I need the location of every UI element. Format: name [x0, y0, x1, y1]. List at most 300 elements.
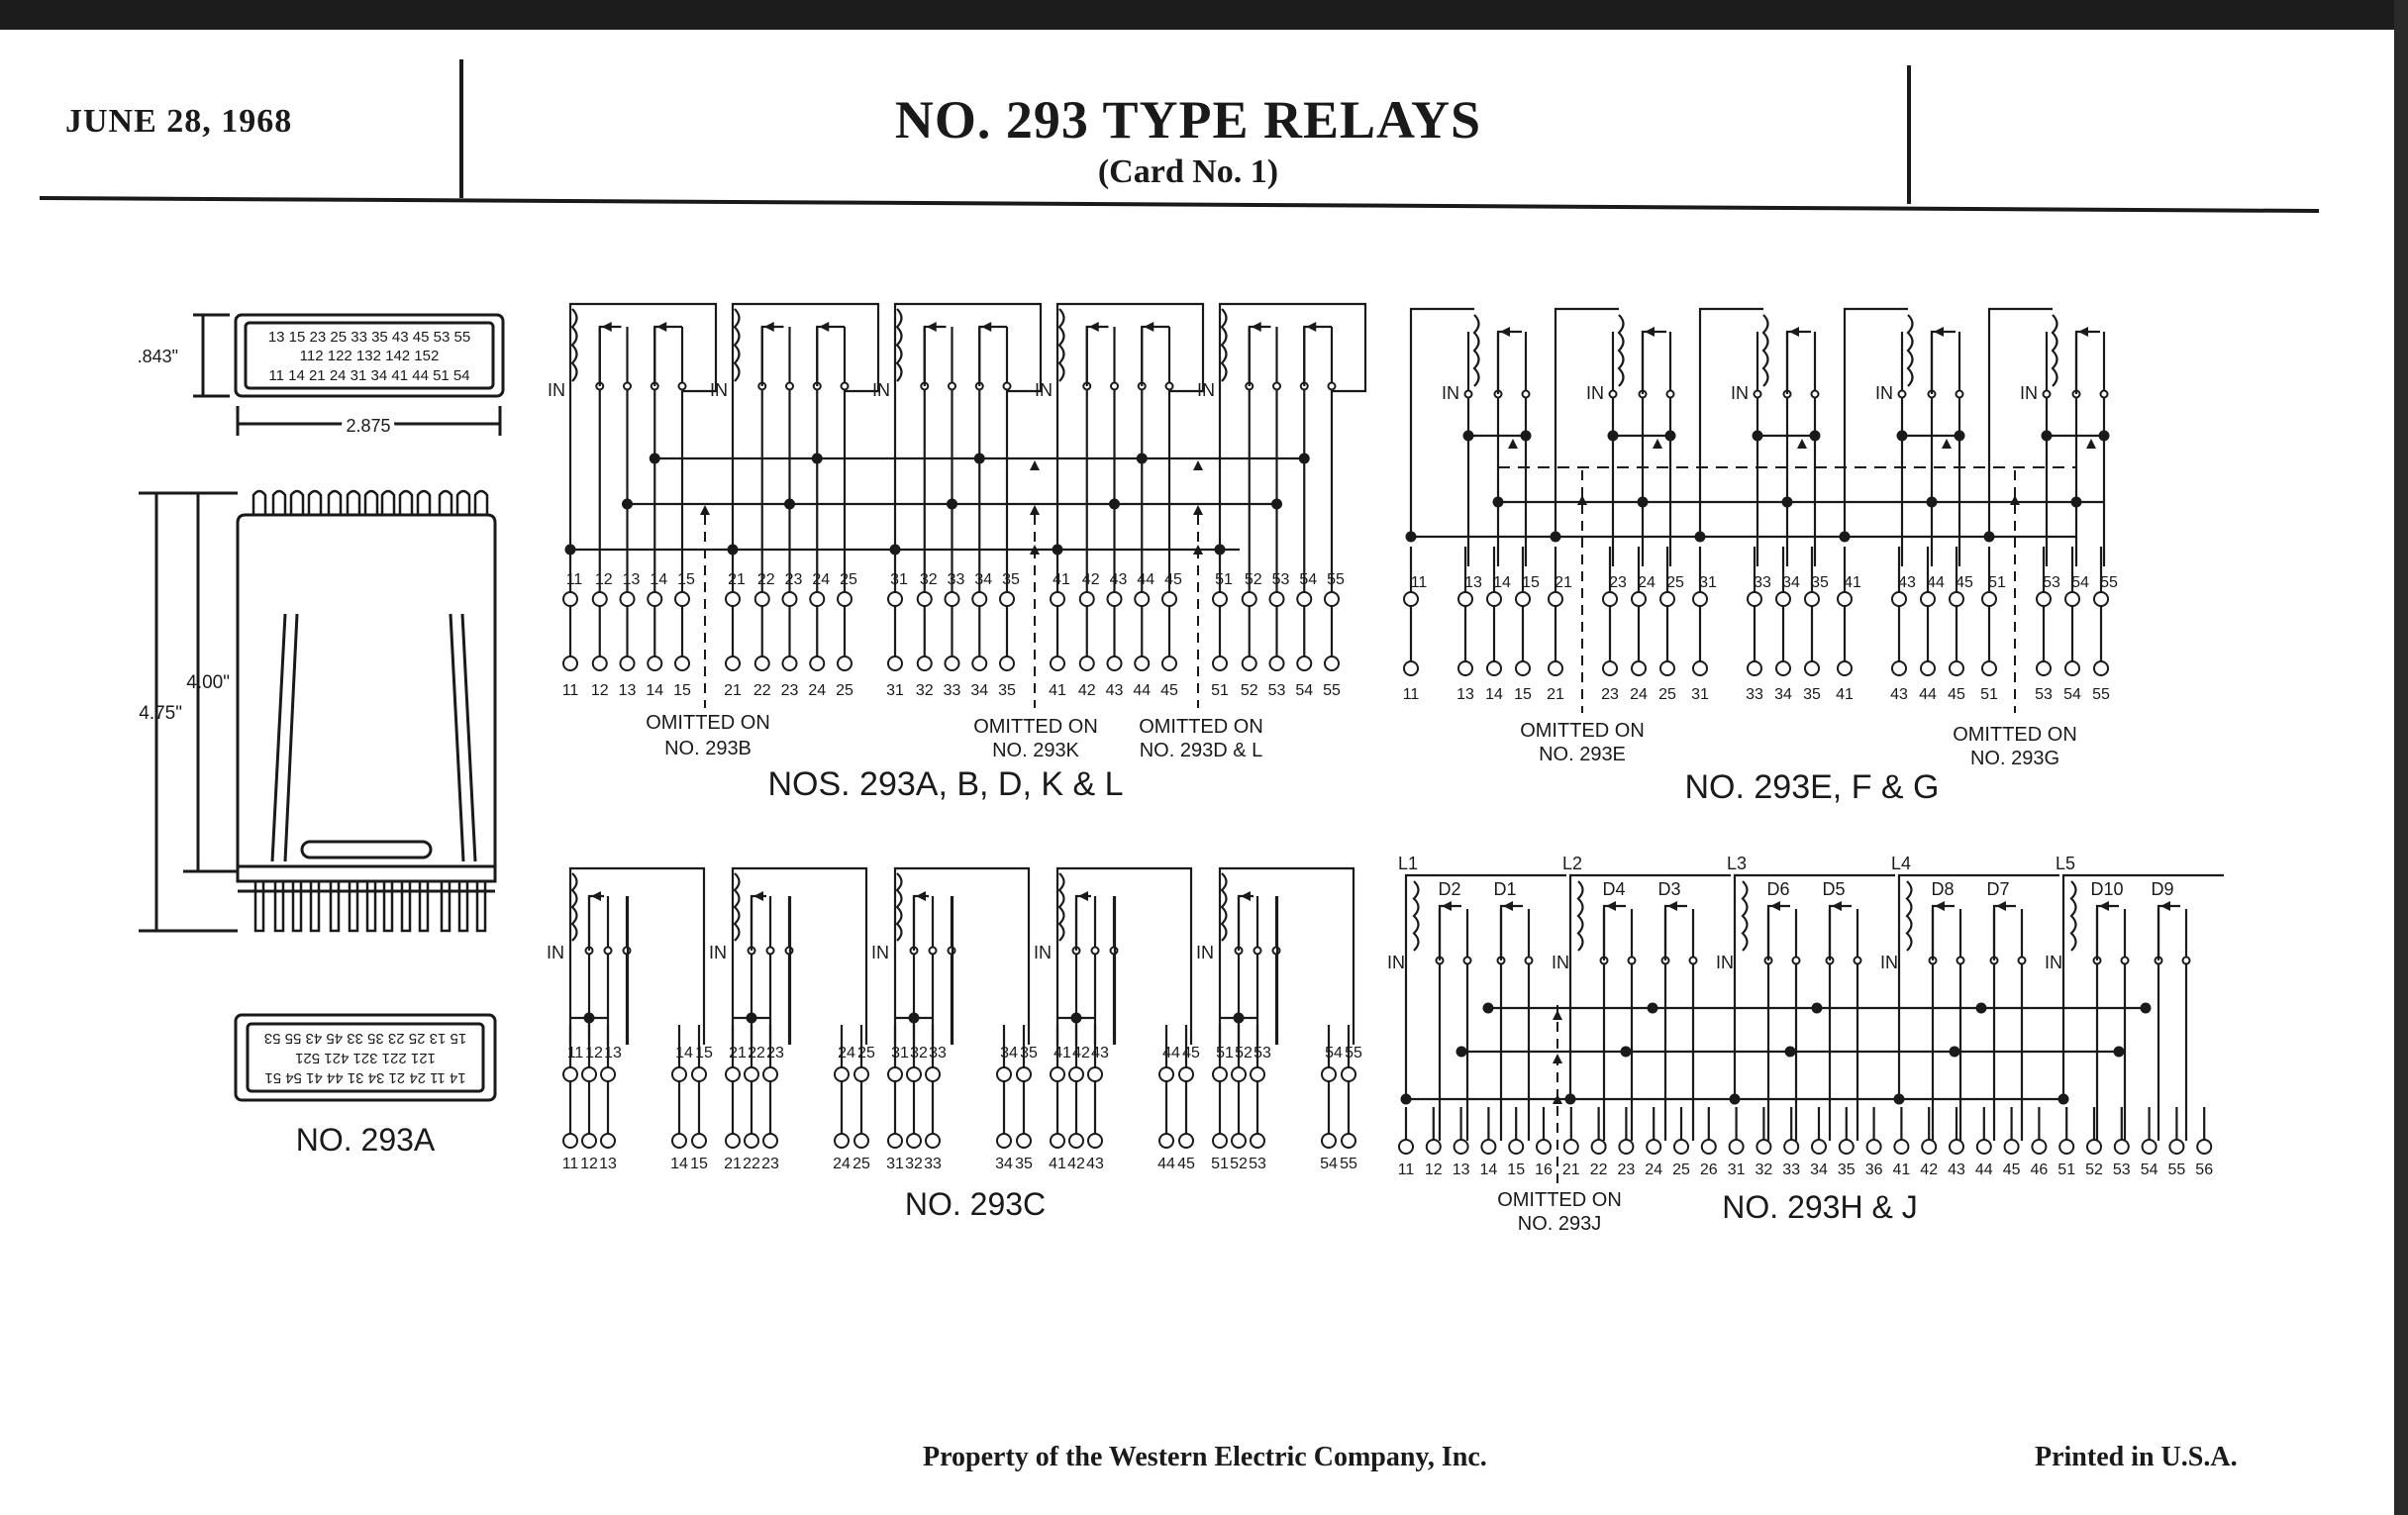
- terminal-mid: [1516, 592, 1530, 606]
- junction-dot: [1897, 431, 1908, 442]
- top-terminal-label: 55: [1345, 1045, 1362, 1061]
- coil-winding: [897, 873, 902, 941]
- contact-transfer: [762, 327, 784, 386]
- terminal-bottom: [1838, 661, 1852, 675]
- bottom-terminal-label: 31: [886, 1156, 904, 1172]
- actuator-arrow: [1577, 495, 1587, 505]
- coil-winding: [1414, 881, 1419, 951]
- bottom-terminal-label: 52: [1240, 682, 1258, 699]
- top-terminal-label: 51: [1988, 574, 2006, 591]
- contact-arrow: [981, 322, 991, 332]
- contact-transfer: [1250, 327, 1271, 386]
- terminal-bottom: [1455, 1140, 1468, 1154]
- bottom-terminal-label: 54: [2140, 1162, 2158, 1178]
- contact-transfer: [1643, 332, 1666, 394]
- bottom-terminal-label: 36: [1864, 1162, 1883, 1178]
- bottom-terminal-label: 35: [1015, 1156, 1033, 1172]
- bottom-terminal-label: 41: [1836, 686, 1854, 703]
- d2-title: NO. 293E, F & G: [1684, 768, 1940, 806]
- terminal-bottom: [755, 656, 769, 670]
- contact-transfer: [2158, 906, 2180, 960]
- coil-winding: [897, 309, 902, 381]
- junction-dot: [1810, 431, 1821, 442]
- terminal-bottom: [1921, 661, 1935, 675]
- terminal-bottom: [1748, 661, 1761, 675]
- top-terminal-label: 33: [929, 1045, 947, 1061]
- terminal-mid: [1603, 592, 1617, 606]
- junction-dot: [1521, 431, 1532, 442]
- diagram-293h-j: [1387, 854, 2224, 1188]
- terminal-mid: [1270, 592, 1284, 606]
- terminal-bottom: [1867, 1140, 1881, 1154]
- bottom-terminal-label: 12: [1424, 1162, 1443, 1178]
- top-terminal-label: 14: [650, 571, 668, 588]
- top-terminal-label: 11: [565, 571, 583, 588]
- top-lug: [273, 491, 285, 515]
- bottom-terminal-label: 31: [1691, 686, 1709, 703]
- actuator-arrow: [1193, 505, 1203, 515]
- top-terminal-label: 13: [1464, 574, 1482, 591]
- coil-label: L5: [2055, 854, 2076, 873]
- terminal-bottom: [1017, 1134, 1031, 1148]
- in-label: IN: [1880, 953, 1898, 972]
- terminal-bottom: [1592, 1140, 1606, 1154]
- top-view-row-1: 13 15 23 25 33 35 43 45 53 55: [267, 329, 471, 346]
- bottom-terminal-label: 25: [1672, 1162, 1690, 1178]
- bottom-pin: [420, 881, 428, 931]
- terminal-mid: [745, 1067, 758, 1081]
- in-label: IN: [1034, 943, 1052, 962]
- bottom-terminal-label: 44: [1919, 686, 1937, 703]
- bottom-terminal-label: 21: [1547, 686, 1564, 703]
- contact-transfer: [1933, 906, 1955, 960]
- terminal-bottom: [1427, 1140, 1441, 1154]
- actuator-arrow: [2010, 495, 2020, 505]
- terminal-bottom: [1756, 1140, 1770, 1154]
- terminal-bottom: [1632, 661, 1646, 675]
- contact-transfer: [1142, 327, 1169, 386]
- contact-point: [2122, 958, 2129, 964]
- contact-point: [1273, 383, 1280, 390]
- top-lug: [291, 491, 303, 515]
- terminal-mid: [907, 1067, 921, 1081]
- terminal-mid: [763, 1067, 777, 1081]
- contact-arrow: [1089, 322, 1099, 332]
- bottom-terminal-label: 44: [1974, 1162, 1993, 1178]
- terminal-mid: [601, 1067, 615, 1081]
- bottom-pin: [275, 881, 283, 931]
- top-terminal-label: 44: [1137, 571, 1155, 588]
- actuator-arrow: [700, 505, 710, 515]
- bottom-pin: [255, 881, 263, 931]
- terminal-bottom: [1051, 656, 1064, 670]
- top-terminal-label: 13: [622, 571, 641, 588]
- bottom-terminal-label: 24: [808, 682, 827, 699]
- bottom-terminal-label: 45: [1948, 686, 1965, 703]
- top-terminal-label: 43: [1898, 574, 1916, 591]
- in-label: IN: [2020, 383, 2038, 403]
- top-lug: [457, 491, 469, 515]
- contact-transfer: [914, 896, 929, 951]
- bottom-view-row-3: 15 13 25 23 35 33 45 43 55 53: [263, 1030, 467, 1047]
- bottom-terminal-label: 12: [580, 1156, 598, 1172]
- terminal-bottom: [2115, 1140, 2129, 1154]
- bottom-terminal-label: 11: [1397, 1162, 1415, 1178]
- top-terminal-label: 41: [1054, 1045, 1071, 1061]
- terminal-mid: [1000, 592, 1014, 606]
- top-terminal-label: 34: [1000, 1045, 1018, 1061]
- top-terminal-label: 15: [695, 1045, 713, 1061]
- terminal-bottom: [888, 1134, 902, 1148]
- terminal-bottom: [972, 656, 986, 670]
- top-terminal-label: 52: [1244, 571, 1262, 588]
- bottom-view-row-1: 14 11 24 21 34 31 44 41 54 51: [264, 1069, 466, 1086]
- contact-point: [1690, 958, 1697, 964]
- actuator-arrow: [1653, 439, 1662, 449]
- in-label: IN: [872, 380, 890, 400]
- relay-outline: [139, 315, 503, 1100]
- relay-frame: [1570, 875, 1731, 1099]
- terminal-bottom: [726, 656, 740, 670]
- contact-transfer: [1440, 906, 1461, 960]
- top-terminal-label: 51: [1216, 1045, 1234, 1061]
- terminal-bottom: [1537, 1140, 1551, 1154]
- top-terminal-label: 14: [675, 1045, 693, 1061]
- diode-label: D8: [1931, 879, 1955, 899]
- contact-transfer: [1076, 896, 1091, 951]
- bottom-terminal-label: 25: [836, 682, 853, 699]
- terminal-bottom: [1950, 1140, 1963, 1154]
- top-terminal-label: 22: [756, 571, 775, 588]
- contact-arrow: [819, 322, 829, 332]
- terminal-bottom: [1159, 1134, 1173, 1148]
- terminal-mid: [926, 1067, 940, 1081]
- relay-frame: [1899, 875, 2059, 1099]
- top-terminal-label: 44: [1927, 574, 1945, 591]
- top-view-row-2: 112 122 132 142 152: [299, 348, 440, 364]
- bottom-terminal-label: 32: [1755, 1162, 1773, 1178]
- top-terminal-label: 54: [1325, 1045, 1343, 1061]
- top-terminal-label: 42: [1081, 571, 1100, 588]
- side-view-slot: [302, 842, 431, 858]
- top-view-row-3: 11 14 21 24 31 34 41 44 51 54: [268, 367, 470, 384]
- in-label: IN: [709, 943, 727, 962]
- actuator-arrow: [2086, 439, 2096, 449]
- in-label: IN: [1875, 383, 1893, 403]
- bottom-terminal-label: 55: [1323, 682, 1341, 699]
- contact-arrow: [927, 322, 937, 332]
- bottom-terminal-label: 56: [2195, 1162, 2214, 1178]
- bottom-terminal-label: 45: [2002, 1162, 2021, 1178]
- terminal-bottom: [726, 1134, 740, 1148]
- terminal-mid: [1487, 592, 1501, 606]
- top-terminal-label: 55: [2100, 574, 2118, 591]
- actuator-arrow: [1942, 439, 1952, 449]
- junction-dot: [909, 1013, 920, 1024]
- top-lug: [365, 491, 377, 515]
- contact-arrow: [602, 322, 612, 332]
- terminal-mid: [672, 1067, 686, 1081]
- terminal-mid: [854, 1067, 868, 1081]
- top-terminal-label: 11: [1410, 574, 1428, 591]
- terminal-mid: [1051, 1067, 1064, 1081]
- bottom-terminal-label: 15: [673, 682, 691, 699]
- terminal-mid: [1135, 592, 1149, 606]
- d2-note-1a: OMITTED ON: [1520, 720, 1645, 742]
- terminal-bottom: [763, 1134, 777, 1148]
- bottom-pin: [331, 881, 339, 931]
- terminal-bottom: [1693, 661, 1707, 675]
- contact-transfer: [1787, 332, 1811, 394]
- bottom-terminal-label: 13: [1456, 686, 1474, 703]
- terminal-bottom: [1977, 1140, 1991, 1154]
- terminal-mid: [2065, 592, 2079, 606]
- terminal-mid: [1243, 592, 1256, 606]
- bottom-terminal-label: 52: [2085, 1162, 2103, 1178]
- contact-transfer: [1604, 906, 1626, 960]
- contact-point: [2101, 391, 2108, 398]
- footer-property: Property of the Western Electric Company, Inc.: [923, 1442, 1487, 1472]
- outline-text: [138, 329, 471, 1158]
- diode-label: D6: [1766, 879, 1790, 899]
- top-terminal-label: 21: [1555, 574, 1572, 591]
- contact-transfer: [2097, 906, 2119, 960]
- bottom-terminal-label: 44: [1157, 1156, 1175, 1172]
- top-lug: [418, 491, 430, 515]
- terminal-mid: [755, 592, 769, 606]
- terminal-bottom: [1325, 656, 1339, 670]
- terminal-bottom: [783, 656, 797, 670]
- bottom-terminal-label: 31: [1727, 1162, 1746, 1178]
- terminal-bottom: [2169, 1140, 2183, 1154]
- top-terminal-label: 35: [1002, 571, 1020, 588]
- contact-arrow: [1306, 322, 1316, 332]
- terminal-bottom: [672, 1134, 686, 1148]
- bottom-pin: [367, 881, 375, 931]
- terminal-bottom: [2197, 1140, 2211, 1154]
- in-label: IN: [871, 943, 889, 962]
- in-label: IN: [547, 943, 564, 962]
- bottom-terminal-label: 21: [724, 682, 742, 699]
- card-subtitle: (Card No. 1): [1097, 153, 1279, 190]
- d1-title: NOS. 293A, B, D, K & L: [767, 765, 1124, 803]
- terminal-bottom: [1894, 1140, 1908, 1154]
- terminal-bottom: [838, 656, 852, 670]
- terminal-bottom: [1251, 1134, 1264, 1148]
- contact-point: [1812, 391, 1819, 398]
- terminal-bottom: [2143, 1140, 2157, 1154]
- actuator-arrow: [1508, 439, 1518, 449]
- in-label: IN: [1442, 383, 1459, 403]
- terminal-bottom: [1674, 1140, 1688, 1154]
- bottom-terminal-label: 24: [1630, 686, 1648, 703]
- terminal-mid: [1017, 1067, 1031, 1081]
- contact-arrow: [591, 891, 601, 901]
- top-terminal-label: 14: [1493, 574, 1511, 591]
- terminal-bottom: [1458, 661, 1472, 675]
- terminal-bottom: [1702, 1140, 1716, 1154]
- top-terminal-label: 25: [840, 571, 857, 588]
- contact-point: [1667, 391, 1674, 398]
- bottom-terminal-label: 21: [1561, 1162, 1580, 1178]
- terminal-bottom: [582, 1134, 596, 1148]
- outline-pins: [253, 491, 487, 931]
- terminal-bottom: [1647, 1140, 1660, 1154]
- terminal-bottom: [1619, 1140, 1633, 1154]
- terminal-bottom: [1135, 656, 1149, 670]
- top-terminal-label: 23: [766, 1045, 784, 1061]
- contact-arrow: [1078, 891, 1088, 901]
- contact-transfer: [1501, 906, 1523, 960]
- terminal-mid: [1108, 592, 1122, 606]
- bottom-terminal-label: 22: [743, 1156, 760, 1172]
- terminal-bottom: [692, 1134, 706, 1148]
- relay-frame: [1735, 875, 1895, 1099]
- contact-point: [767, 948, 774, 955]
- d4-note-b: NO. 293J: [1517, 1213, 1602, 1235]
- terminal-mid: [1088, 1067, 1102, 1081]
- contact-transfer: [1239, 896, 1254, 951]
- diode-label: D7: [1986, 879, 2010, 899]
- bottom-view-label: NO. 293A: [295, 1122, 436, 1158]
- terminal-bottom: [907, 1134, 921, 1148]
- card-date: JUNE 28, 1968: [65, 103, 293, 140]
- bottom-terminal-label: 35: [1837, 1162, 1856, 1178]
- terminal-mid: [838, 592, 852, 606]
- terminal-mid: [1342, 1067, 1355, 1081]
- terminal-mid: [1162, 592, 1176, 606]
- top-terminal-label: 33: [947, 571, 965, 588]
- top-terminal-label: 31: [1699, 574, 1717, 591]
- top-terminal-label: 24: [838, 1045, 855, 1061]
- terminal-bottom: [1213, 1134, 1227, 1148]
- d1-note-2a: OMITTED ON: [973, 716, 1098, 738]
- coil-winding: [1222, 309, 1227, 381]
- bottom-terminal-label: 14: [1485, 686, 1503, 703]
- terminal-mid: [1892, 592, 1906, 606]
- terminal-bottom: [1213, 656, 1227, 670]
- terminal-bottom: [1784, 1140, 1798, 1154]
- terminal-bottom: [1232, 1134, 1246, 1148]
- bottom-terminal-label: 53: [2112, 1162, 2131, 1178]
- junction-dot: [2099, 431, 2110, 442]
- top-terminal-label: 43: [1091, 1045, 1109, 1061]
- terminal-mid: [1458, 592, 1472, 606]
- coil-winding: [1222, 873, 1227, 941]
- bottom-terminal-label: 11: [561, 682, 579, 699]
- terminal-mid: [835, 1067, 849, 1081]
- actuator-arrow: [1030, 460, 1040, 470]
- relay-frame: [1406, 875, 1566, 1099]
- junction-dot: [1463, 431, 1474, 442]
- bottom-pin: [293, 881, 301, 931]
- terminal-bottom: [1270, 656, 1284, 670]
- terminal-bottom: [1982, 661, 1996, 675]
- bottom-terminal-label: 11: [1402, 686, 1420, 703]
- top-terminal-label: 25: [857, 1045, 875, 1061]
- terminal-bottom: [835, 1134, 849, 1148]
- bottom-terminal-label: 44: [1133, 682, 1152, 699]
- bottom-terminal-label: 22: [752, 682, 771, 699]
- terminal-mid: [1776, 592, 1790, 606]
- bottom-terminal-label: 13: [1452, 1162, 1470, 1178]
- bottom-terminal-label: 33: [943, 682, 961, 699]
- coil-winding: [1908, 315, 1913, 386]
- contact-transfer: [1768, 906, 1790, 960]
- junction-dot: [1071, 1013, 1082, 1024]
- terminal-bottom: [1179, 1134, 1193, 1148]
- coil-winding: [1059, 309, 1064, 381]
- diagram-293e-f-g: [1403, 309, 2118, 713]
- in-label: IN: [1552, 953, 1569, 972]
- terminal-bottom: [621, 656, 635, 670]
- bottom-terminal-label: 42: [1077, 682, 1096, 699]
- side-view-body: [238, 515, 495, 881]
- top-lug: [475, 491, 487, 515]
- terminal-bottom: [1603, 661, 1617, 675]
- terminal-mid: [918, 592, 932, 606]
- top-terminal-label: 54: [1299, 571, 1318, 588]
- bottom-terminal-label: 55: [2092, 686, 2110, 703]
- bottom-terminal-label: 52: [1230, 1156, 1248, 1172]
- coil-label: L2: [1561, 854, 1583, 873]
- coil-winding: [1474, 315, 1479, 386]
- bottom-pin: [311, 881, 319, 931]
- terminal-bottom: [1069, 1134, 1083, 1148]
- terminal-mid: [1325, 592, 1339, 606]
- coil-winding: [1743, 881, 1748, 951]
- diode-label: D1: [1493, 879, 1517, 899]
- bottom-terminal-label: 41: [1049, 1156, 1066, 1172]
- top-terminal-label: 13: [604, 1045, 622, 1061]
- terminal-mid: [997, 1067, 1011, 1081]
- terminal-bottom: [1730, 1140, 1744, 1154]
- contact-point: [1464, 958, 1471, 964]
- bottom-terminal-label: 54: [2063, 686, 2081, 703]
- actuator-arrow: [1797, 439, 1807, 449]
- terminal-bottom: [1516, 661, 1530, 675]
- terminal-bottom: [2065, 661, 2079, 675]
- bottom-terminal-label: 51: [1211, 682, 1229, 699]
- terminal-bottom: [926, 1134, 940, 1148]
- contact-arrow: [1667, 901, 1677, 911]
- top-terminal-label: 34: [1782, 574, 1800, 591]
- contact-transfer: [1932, 332, 1956, 394]
- terminal-bottom: [1481, 1140, 1495, 1154]
- terminal-bottom: [1509, 1140, 1523, 1154]
- terminal-mid: [1179, 1067, 1193, 1081]
- bottom-terminal-label: 42: [1067, 1156, 1085, 1172]
- diode-label: D2: [1438, 879, 1461, 899]
- top-terminal-label: 51: [1215, 571, 1233, 588]
- diode-label: D10: [2090, 879, 2124, 899]
- terminal-bottom: [1805, 661, 1819, 675]
- in-label: IN: [548, 380, 565, 400]
- contact-arrow: [2160, 901, 2170, 911]
- d4-note-a: OMITTED ON: [1497, 1189, 1622, 1211]
- contact-point: [1329, 383, 1336, 390]
- junction-dot: [1955, 431, 1965, 442]
- terminal-bottom: [854, 1134, 868, 1148]
- terminal-bottom: [1080, 656, 1094, 670]
- contact-point: [1465, 391, 1472, 398]
- contact-point: [1111, 383, 1118, 390]
- bottom-terminal-label: 15: [690, 1156, 708, 1172]
- contact-point: [930, 948, 937, 955]
- contact-arrow: [764, 322, 774, 332]
- junction-dot: [747, 1013, 757, 1024]
- terminal-mid: [1549, 592, 1562, 606]
